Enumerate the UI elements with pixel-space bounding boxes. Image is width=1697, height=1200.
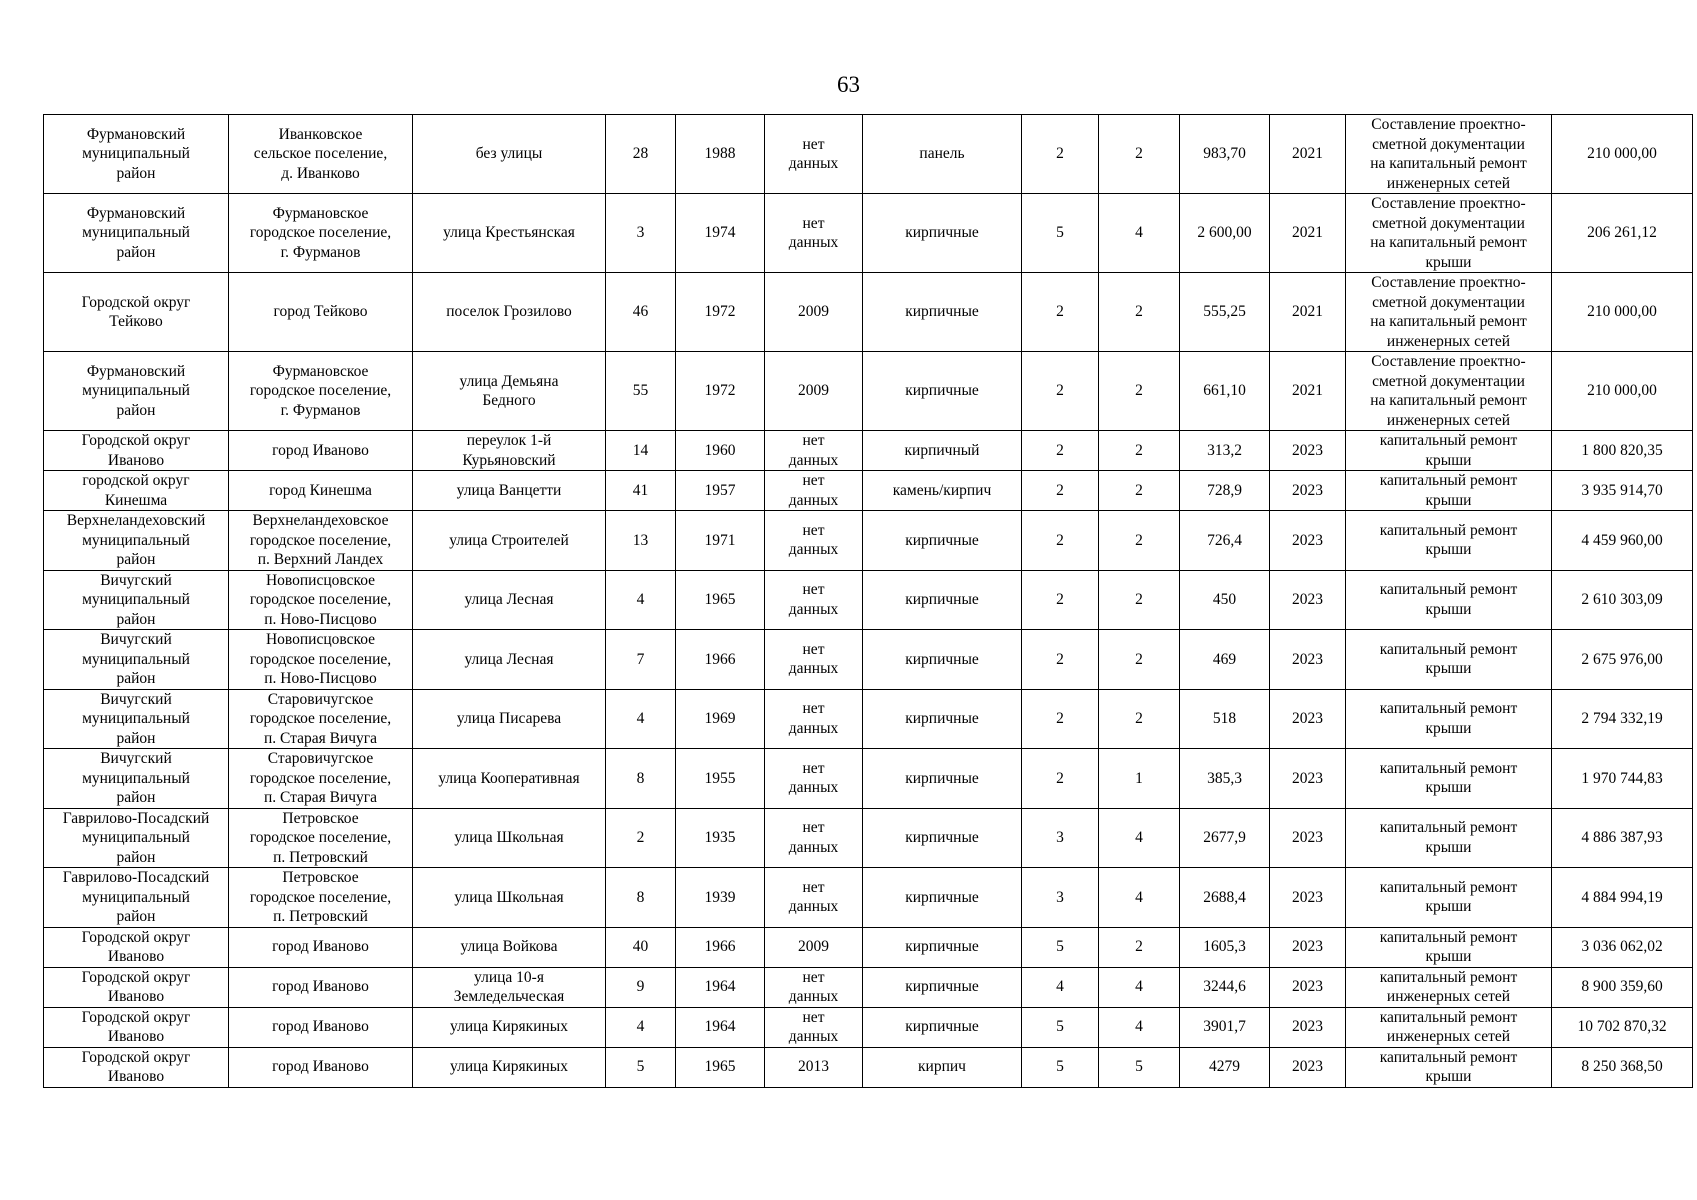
cell-floors: 3 xyxy=(1022,808,1099,868)
cell-year-built: 1966 xyxy=(676,630,765,690)
cell-entrances: 2 xyxy=(1099,511,1180,571)
cell-street: улица Кооперативная xyxy=(413,749,606,809)
cell-floors: 2 xyxy=(1022,570,1099,630)
cell-municipal-district: Вичугский муниципальный район xyxy=(44,570,229,630)
cell-cost: 3 036 062,02 xyxy=(1552,927,1693,967)
cell-street: поселок Грозилово xyxy=(413,273,606,352)
cell-last-renovation: нет данных xyxy=(765,967,863,1007)
cell-municipal-district: Городской округ Иваново xyxy=(44,1007,229,1047)
cell-year-built: 1964 xyxy=(676,967,765,1007)
cell-planned-year: 2023 xyxy=(1270,967,1346,1007)
cell-area: 726,4 xyxy=(1180,511,1270,571)
cell-house-number: 55 xyxy=(606,352,676,431)
cell-floors: 2 xyxy=(1022,471,1099,511)
cell-floors: 2 xyxy=(1022,431,1099,471)
cell-floors: 2 xyxy=(1022,511,1099,571)
cell-planned-year: 2021 xyxy=(1270,352,1346,431)
cell-street: улица Лесная xyxy=(413,630,606,690)
cell-area: 1605,3 xyxy=(1180,927,1270,967)
cell-planned-year: 2023 xyxy=(1270,570,1346,630)
cell-settlement: Верхнеландеховское городское поселение, п. Верхний Ландех xyxy=(229,511,413,571)
cell-year-built: 1965 xyxy=(676,1047,765,1087)
cell-street: улица Войкова xyxy=(413,927,606,967)
cell-year-built: 1969 xyxy=(676,689,765,749)
cell-house-number: 28 xyxy=(606,115,676,194)
cell-floors: 2 xyxy=(1022,749,1099,809)
cell-cost: 2 610 303,09 xyxy=(1552,570,1693,630)
cell-cost: 10 702 870,32 xyxy=(1552,1007,1693,1047)
cell-planned-year: 2023 xyxy=(1270,1047,1346,1087)
housing-repair-table xyxy=(43,114,1693,1088)
table-row xyxy=(44,352,1693,431)
cell-floors: 4 xyxy=(1022,967,1099,1007)
cell-settlement: Иванковское сельское поселение, д. Иванково xyxy=(229,115,413,194)
cell-wall-material: кирпичные xyxy=(863,749,1022,809)
table-row xyxy=(44,194,1693,273)
cell-entrances: 2 xyxy=(1099,431,1180,471)
cell-last-renovation: нет данных xyxy=(765,471,863,511)
cell-entrances: 2 xyxy=(1099,273,1180,352)
cell-last-renovation: нет данных xyxy=(765,749,863,809)
table-row xyxy=(44,431,1693,471)
cell-wall-material: кирпичные xyxy=(863,1007,1022,1047)
cell-street: улица Школьная xyxy=(413,868,606,928)
cell-cost: 1 800 820,35 xyxy=(1552,431,1693,471)
cell-last-renovation: нет данных xyxy=(765,689,863,749)
table-body xyxy=(44,115,1693,1088)
cell-wall-material: кирпичные xyxy=(863,570,1022,630)
cell-planned-year: 2023 xyxy=(1270,808,1346,868)
cell-house-number: 41 xyxy=(606,471,676,511)
table-row xyxy=(44,570,1693,630)
cell-planned-year: 2023 xyxy=(1270,1007,1346,1047)
cell-wall-material: кирпичные xyxy=(863,194,1022,273)
table-row xyxy=(44,927,1693,967)
cell-settlement: город Иваново xyxy=(229,431,413,471)
cell-settlement: город Иваново xyxy=(229,927,413,967)
cell-cost: 2 675 976,00 xyxy=(1552,630,1693,690)
cell-municipal-district: Городской округ Иваново xyxy=(44,431,229,471)
cell-work-type: капитальный ремонт крыши xyxy=(1346,1047,1552,1087)
cell-wall-material: кирпичные xyxy=(863,511,1022,571)
cell-street: улица Строителей xyxy=(413,511,606,571)
cell-work-type: Составление проектно- сметной документации на капитальный ремонт инженерных сетей xyxy=(1346,352,1552,431)
cell-house-number: 5 xyxy=(606,1047,676,1087)
cell-settlement: город Иваново xyxy=(229,967,413,1007)
cell-planned-year: 2021 xyxy=(1270,115,1346,194)
cell-year-built: 1960 xyxy=(676,431,765,471)
cell-area: 2688,4 xyxy=(1180,868,1270,928)
cell-entrances: 4 xyxy=(1099,194,1180,273)
cell-street: переулок 1-й Курьяновский xyxy=(413,431,606,471)
cell-cost: 8 250 368,50 xyxy=(1552,1047,1693,1087)
cell-planned-year: 2023 xyxy=(1270,471,1346,511)
cell-year-built: 1988 xyxy=(676,115,765,194)
cell-planned-year: 2023 xyxy=(1270,431,1346,471)
cell-work-type: капитальный ремонт крыши xyxy=(1346,570,1552,630)
cell-street: улица Писарева xyxy=(413,689,606,749)
cell-settlement: Новописцовское городское поселение, п. Ново-Писцово xyxy=(229,570,413,630)
cell-work-type: капитальный ремонт крыши xyxy=(1346,868,1552,928)
cell-municipal-district: Гаврилово-Посадский муниципальный район xyxy=(44,808,229,868)
cell-last-renovation: нет данных xyxy=(765,1007,863,1047)
cell-area: 313,2 xyxy=(1180,431,1270,471)
cell-entrances: 4 xyxy=(1099,1007,1180,1047)
cell-wall-material: кирпичный xyxy=(863,431,1022,471)
table-row xyxy=(44,115,1693,194)
cell-entrances: 2 xyxy=(1099,630,1180,690)
cell-floors: 2 xyxy=(1022,115,1099,194)
cell-settlement: город Иваново xyxy=(229,1047,413,1087)
cell-year-built: 1971 xyxy=(676,511,765,571)
cell-house-number: 4 xyxy=(606,570,676,630)
cell-wall-material: кирпичные xyxy=(863,808,1022,868)
cell-work-type: капитальный ремонт инженерных сетей xyxy=(1346,967,1552,1007)
cell-year-built: 1972 xyxy=(676,352,765,431)
cell-planned-year: 2023 xyxy=(1270,927,1346,967)
cell-cost: 210 000,00 xyxy=(1552,115,1693,194)
table-row xyxy=(44,273,1693,352)
cell-settlement: Старовичугское городское поселение, п. Старая Вичуга xyxy=(229,689,413,749)
cell-settlement: город Тейково xyxy=(229,273,413,352)
cell-street: улица 10-я Земледельческая xyxy=(413,967,606,1007)
page-number: 63 xyxy=(837,72,860,97)
cell-street: улица Лесная xyxy=(413,570,606,630)
cell-wall-material: кирпичные xyxy=(863,927,1022,967)
cell-cost: 2 794 332,19 xyxy=(1552,689,1693,749)
cell-year-built: 1964 xyxy=(676,1007,765,1047)
cell-wall-material: кирпичные xyxy=(863,352,1022,431)
cell-house-number: 4 xyxy=(606,1007,676,1047)
cell-last-renovation: нет данных xyxy=(765,630,863,690)
cell-area: 469 xyxy=(1180,630,1270,690)
table-row xyxy=(44,868,1693,928)
cell-work-type: капитальный ремонт крыши xyxy=(1346,471,1552,511)
cell-year-built: 1966 xyxy=(676,927,765,967)
cell-area: 3901,7 xyxy=(1180,1007,1270,1047)
cell-settlement: Старовичугское городское поселение, п. Старая Вичуга xyxy=(229,749,413,809)
cell-last-renovation: 2009 xyxy=(765,927,863,967)
cell-entrances: 2 xyxy=(1099,352,1180,431)
cell-entrances: 4 xyxy=(1099,967,1180,1007)
cell-entrances: 2 xyxy=(1099,570,1180,630)
cell-settlement: Фурмановское городское поселение, г. Фурманов xyxy=(229,194,413,273)
cell-work-type: капитальный ремонт инженерных сетей xyxy=(1346,1007,1552,1047)
cell-cost: 4 459 960,00 xyxy=(1552,511,1693,571)
cell-municipal-district: Вичугский муниципальный район xyxy=(44,630,229,690)
cell-street: улица Школьная xyxy=(413,808,606,868)
cell-entrances: 2 xyxy=(1099,689,1180,749)
cell-municipal-district: Фурмановский муниципальный район xyxy=(44,115,229,194)
cell-house-number: 2 xyxy=(606,808,676,868)
cell-last-renovation: нет данных xyxy=(765,808,863,868)
cell-cost: 210 000,00 xyxy=(1552,273,1693,352)
cell-area: 4279 xyxy=(1180,1047,1270,1087)
cell-street: улица Ванцетти xyxy=(413,471,606,511)
cell-house-number: 8 xyxy=(606,749,676,809)
cell-wall-material: кирпич xyxy=(863,1047,1022,1087)
cell-area: 983,70 xyxy=(1180,115,1270,194)
cell-wall-material: кирпичные xyxy=(863,967,1022,1007)
cell-area: 728,9 xyxy=(1180,471,1270,511)
cell-wall-material: кирпичные xyxy=(863,273,1022,352)
cell-year-built: 1957 xyxy=(676,471,765,511)
cell-house-number: 46 xyxy=(606,273,676,352)
table-row xyxy=(44,1047,1693,1087)
cell-floors: 2 xyxy=(1022,689,1099,749)
cell-floors: 2 xyxy=(1022,273,1099,352)
cell-floors: 2 xyxy=(1022,352,1099,431)
cell-work-type: капитальный ремонт крыши xyxy=(1346,689,1552,749)
cell-planned-year: 2021 xyxy=(1270,194,1346,273)
cell-floors: 3 xyxy=(1022,868,1099,928)
table-row xyxy=(44,808,1693,868)
cell-entrances: 4 xyxy=(1099,868,1180,928)
cell-last-renovation: 2009 xyxy=(765,273,863,352)
cell-municipal-district: Вичугский муниципальный район xyxy=(44,749,229,809)
cell-last-renovation: нет данных xyxy=(765,431,863,471)
cell-floors: 2 xyxy=(1022,630,1099,690)
cell-last-renovation: нет данных xyxy=(765,570,863,630)
cell-municipal-district: Городской округ Тейково xyxy=(44,273,229,352)
cell-work-type: Составление проектно- сметной документации на капитальный ремонт крыши xyxy=(1346,194,1552,273)
cell-floors: 5 xyxy=(1022,1007,1099,1047)
cell-municipal-district: Вичугский муниципальный район xyxy=(44,689,229,749)
cell-cost: 210 000,00 xyxy=(1552,352,1693,431)
table-row xyxy=(44,1007,1693,1047)
cell-municipal-district: Верхнеландеховский муниципальный район xyxy=(44,511,229,571)
cell-year-built: 1965 xyxy=(676,570,765,630)
cell-street: улица Кирякиных xyxy=(413,1047,606,1087)
cell-floors: 5 xyxy=(1022,927,1099,967)
cell-wall-material: камень/кирпич xyxy=(863,471,1022,511)
cell-entrances: 2 xyxy=(1099,471,1180,511)
cell-house-number: 8 xyxy=(606,868,676,928)
cell-wall-material: кирпичные xyxy=(863,689,1022,749)
cell-settlement: город Кинешма xyxy=(229,471,413,511)
cell-year-built: 1972 xyxy=(676,273,765,352)
cell-work-type: капитальный ремонт крыши xyxy=(1346,431,1552,471)
cell-last-renovation: 2013 xyxy=(765,1047,863,1087)
cell-municipal-district: Фурмановский муниципальный район xyxy=(44,352,229,431)
table-row xyxy=(44,511,1693,571)
cell-cost: 1 970 744,83 xyxy=(1552,749,1693,809)
cell-work-type: капитальный ремонт крыши xyxy=(1346,927,1552,967)
cell-planned-year: 2023 xyxy=(1270,689,1346,749)
cell-work-type: Составление проектно- сметной документации на капитальный ремонт инженерных сетей xyxy=(1346,273,1552,352)
cell-house-number: 3 xyxy=(606,194,676,273)
cell-area: 555,25 xyxy=(1180,273,1270,352)
cell-house-number: 40 xyxy=(606,927,676,967)
cell-area: 385,3 xyxy=(1180,749,1270,809)
cell-house-number: 14 xyxy=(606,431,676,471)
cell-settlement: Фурмановское городское поселение, г. Фурманов xyxy=(229,352,413,431)
cell-last-renovation: нет данных xyxy=(765,115,863,194)
cell-house-number: 9 xyxy=(606,967,676,1007)
cell-entrances: 2 xyxy=(1099,115,1180,194)
cell-floors: 5 xyxy=(1022,1047,1099,1087)
cell-cost: 3 935 914,70 xyxy=(1552,471,1693,511)
cell-planned-year: 2023 xyxy=(1270,749,1346,809)
cell-street: улица Крестьянская xyxy=(413,194,606,273)
cell-municipal-district: Городской округ Иваново xyxy=(44,927,229,967)
cell-work-type: капитальный ремонт крыши xyxy=(1346,511,1552,571)
cell-work-type: капитальный ремонт крыши xyxy=(1346,808,1552,868)
cell-planned-year: 2023 xyxy=(1270,868,1346,928)
cell-last-renovation: нет данных xyxy=(765,511,863,571)
cell-settlement: Петровское городское поселение, п. Петровский xyxy=(229,868,413,928)
cell-last-renovation: нет данных xyxy=(765,194,863,273)
cell-floors: 5 xyxy=(1022,194,1099,273)
cell-entrances: 2 xyxy=(1099,927,1180,967)
cell-entrances: 1 xyxy=(1099,749,1180,809)
cell-year-built: 1974 xyxy=(676,194,765,273)
cell-wall-material: кирпичные xyxy=(863,630,1022,690)
cell-area: 661,10 xyxy=(1180,352,1270,431)
cell-planned-year: 2021 xyxy=(1270,273,1346,352)
cell-work-type: Составление проектно- сметной документации на капитальный ремонт инженерных сетей xyxy=(1346,115,1552,194)
cell-area: 3244,6 xyxy=(1180,967,1270,1007)
cell-street: улица Кирякиных xyxy=(413,1007,606,1047)
cell-entrances: 4 xyxy=(1099,808,1180,868)
cell-year-built: 1935 xyxy=(676,808,765,868)
table-row xyxy=(44,749,1693,809)
cell-settlement: город Иваново xyxy=(229,1007,413,1047)
cell-planned-year: 2023 xyxy=(1270,511,1346,571)
cell-municipal-district: городской округ Кинешма xyxy=(44,471,229,511)
cell-area: 518 xyxy=(1180,689,1270,749)
cell-last-renovation: 2009 xyxy=(765,352,863,431)
table-row xyxy=(44,630,1693,690)
cell-work-type: капитальный ремонт крыши xyxy=(1346,630,1552,690)
cell-house-number: 13 xyxy=(606,511,676,571)
cell-house-number: 4 xyxy=(606,689,676,749)
cell-municipal-district: Городской округ Иваново xyxy=(44,1047,229,1087)
cell-area: 2677,9 xyxy=(1180,808,1270,868)
cell-year-built: 1955 xyxy=(676,749,765,809)
cell-municipal-district: Фурмановский муниципальный район xyxy=(44,194,229,273)
cell-municipal-district: Городской округ Иваново xyxy=(44,967,229,1007)
cell-planned-year: 2023 xyxy=(1270,630,1346,690)
cell-work-type: капитальный ремонт крыши xyxy=(1346,749,1552,809)
cell-last-renovation: нет данных xyxy=(765,868,863,928)
cell-wall-material: панель xyxy=(863,115,1022,194)
table-row xyxy=(44,471,1693,511)
cell-cost: 4 886 387,93 xyxy=(1552,808,1693,868)
cell-house-number: 7 xyxy=(606,630,676,690)
cell-area: 450 xyxy=(1180,570,1270,630)
cell-municipal-district: Гаврилово-Посадский муниципальный район xyxy=(44,868,229,928)
table-row xyxy=(44,967,1693,1007)
cell-settlement: Петровское городское поселение, п. Петровский xyxy=(229,808,413,868)
cell-settlement: Новописцовское городское поселение, п. Ново-Писцово xyxy=(229,630,413,690)
cell-street: улица Демьяна Бедного xyxy=(413,352,606,431)
cell-street: без улицы xyxy=(413,115,606,194)
cell-cost: 206 261,12 xyxy=(1552,194,1693,273)
cell-wall-material: кирпичные xyxy=(863,868,1022,928)
table-row xyxy=(44,689,1693,749)
cell-entrances: 5 xyxy=(1099,1047,1180,1087)
cell-area: 2 600,00 xyxy=(1180,194,1270,273)
cell-year-built: 1939 xyxy=(676,868,765,928)
cell-cost: 4 884 994,19 xyxy=(1552,868,1693,928)
cell-cost: 8 900 359,60 xyxy=(1552,967,1693,1007)
